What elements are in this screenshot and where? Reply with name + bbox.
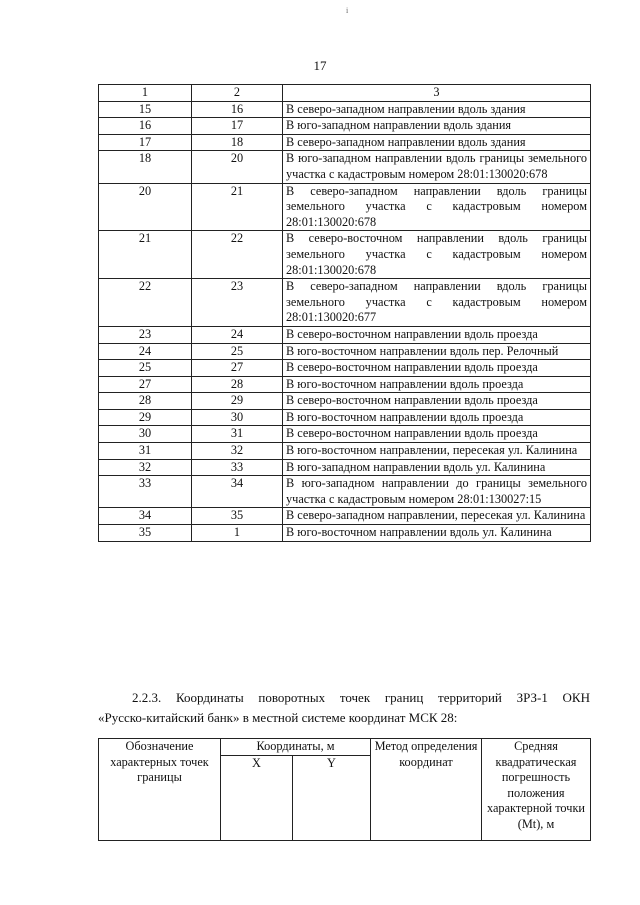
route-description-cell: В северо-восточном направлении вдоль проезда [283, 426, 591, 443]
table-row [99, 409, 591, 426]
table-row [99, 343, 591, 360]
end-point-cell: 32 [192, 443, 283, 460]
table-row [99, 426, 591, 443]
table-row [99, 393, 591, 410]
page-number: 17 [313, 58, 327, 73]
start-point-cell: 33 [99, 476, 192, 508]
route-description-cell: В юго-западном направлении до границы земельного участка с кадастровым номером 28:01:130027:15 [283, 476, 591, 508]
start-point-cell: 22 [99, 279, 192, 327]
route-description-cell: В юго-западном направлении вдоль границы земельного участка с кадастровым номером 28:01:130020:678 [283, 151, 591, 183]
table-row [99, 118, 591, 135]
section-heading-line-1: 2.2.3. Координаты поворотных точек границ территорий ЗРЗ-1 ОКН [132, 690, 590, 705]
start-point-cell: 27 [99, 376, 192, 393]
route-description-cell: В северо-западном направлении вдоль здания [283, 134, 591, 151]
start-point-cell: 18 [99, 151, 192, 183]
coords-header-coordinates: Координаты, м [221, 739, 371, 756]
header-cell-1: 1 [99, 85, 192, 102]
route-description-cell: В юго-восточном направлении вдоль ул. Калинина [283, 525, 591, 542]
coords-header-method: Метод определения координат [371, 739, 482, 841]
start-point-cell: 24 [99, 343, 192, 360]
table-row [99, 134, 591, 151]
end-point-cell: 18 [192, 134, 283, 151]
route-description-cell: В юго-восточном направлении вдоль проезда [283, 409, 591, 426]
start-point-cell: 34 [99, 508, 192, 525]
start-point-cell: 28 [99, 393, 192, 410]
start-point-cell: 20 [99, 183, 192, 231]
end-point-cell: 29 [192, 393, 283, 410]
header-cell-3: 3 [283, 85, 591, 102]
table-row [99, 443, 591, 460]
start-point-cell: 16 [99, 118, 192, 135]
end-point-cell: 16 [192, 101, 283, 118]
header-cell-2: 2 [192, 85, 283, 102]
section-heading-line-2: «Русско-китайский банк» в местной системе координат МСК 28: [98, 710, 458, 725]
start-point-cell: 21 [99, 231, 192, 279]
table-row [99, 101, 591, 118]
table-row [99, 183, 591, 231]
route-description-cell: В северо-восточном направлении вдоль проезда [283, 393, 591, 410]
start-point-cell: 17 [99, 134, 192, 151]
route-description-cell: В северо-западном направлении вдоль здания [283, 101, 591, 118]
route-description-cell: В юго-западном направлении вдоль здания [283, 118, 591, 135]
route-description-cell: В северо-западном направлении, пересекая ул. Калинина [283, 508, 591, 525]
route-description-cell: В юго-восточном направлении, пересекая ул. Калинина [283, 443, 591, 460]
start-point-cell: 30 [99, 426, 192, 443]
end-point-cell: 35 [192, 508, 283, 525]
table-row [99, 508, 591, 525]
coordinates-table [98, 738, 591, 841]
end-point-cell: 21 [192, 183, 283, 231]
end-point-cell: 25 [192, 343, 283, 360]
route-description-cell: В северо-западном направлении вдоль границы земельного участка с кадастровым номером 28:01:130020:677 [283, 279, 591, 327]
route-description-cell: В северо-восточном направлении вдоль проезда [283, 360, 591, 377]
start-point-cell: 32 [99, 459, 192, 476]
end-point-cell: 17 [192, 118, 283, 135]
coords-header-x: X [221, 755, 293, 840]
start-point-cell: 15 [99, 101, 192, 118]
table-row [99, 459, 591, 476]
end-point-cell: 23 [192, 279, 283, 327]
coords-header-designation: Обозначение характерных точек границы [99, 739, 221, 841]
route-description-cell: В северо-западном направлении вдоль границы земельного участка с кадастровым номером 28:01:130020:678 [283, 183, 591, 231]
table-row [99, 231, 591, 279]
table-row [99, 279, 591, 327]
table-row [99, 360, 591, 377]
end-point-cell: 30 [192, 409, 283, 426]
end-point-cell: 20 [192, 151, 283, 183]
margin-tick-mark: i [346, 6, 349, 15]
table-row [99, 151, 591, 183]
boundary-route-table [98, 84, 591, 542]
route-description-cell: В юго-восточном направлении вдоль пер. Релочный [283, 343, 591, 360]
section-paragraph [98, 688, 590, 728]
table-row [99, 376, 591, 393]
end-point-cell: 1 [192, 525, 283, 542]
route-description-cell: В юго-западном направлении вдоль ул. Калинина [283, 459, 591, 476]
route-description-cell: В северо-восточном направлении вдоль границы земельного участка с кадастровым номером 28:01:130020:678 [283, 231, 591, 279]
table-row [99, 476, 591, 508]
end-point-cell: 31 [192, 426, 283, 443]
table-header-row [99, 85, 591, 102]
end-point-cell: 27 [192, 360, 283, 377]
end-point-cell: 28 [192, 376, 283, 393]
end-point-cell: 34 [192, 476, 283, 508]
end-point-cell: 33 [192, 459, 283, 476]
table-row [99, 326, 591, 343]
start-point-cell: 35 [99, 525, 192, 542]
route-description-cell: В северо-восточном направлении вдоль проезда [283, 326, 591, 343]
start-point-cell: 23 [99, 326, 192, 343]
end-point-cell: 22 [192, 231, 283, 279]
coords-header-error: Средняя квадратическая погрешность положения характерной точки (Mt), м [482, 739, 591, 841]
coords-header-y: Y [293, 755, 371, 840]
start-point-cell: 25 [99, 360, 192, 377]
route-description-cell: В юго-восточном направлении вдоль проезда [283, 376, 591, 393]
start-point-cell: 29 [99, 409, 192, 426]
start-point-cell: 31 [99, 443, 192, 460]
table-row [99, 525, 591, 542]
end-point-cell: 24 [192, 326, 283, 343]
